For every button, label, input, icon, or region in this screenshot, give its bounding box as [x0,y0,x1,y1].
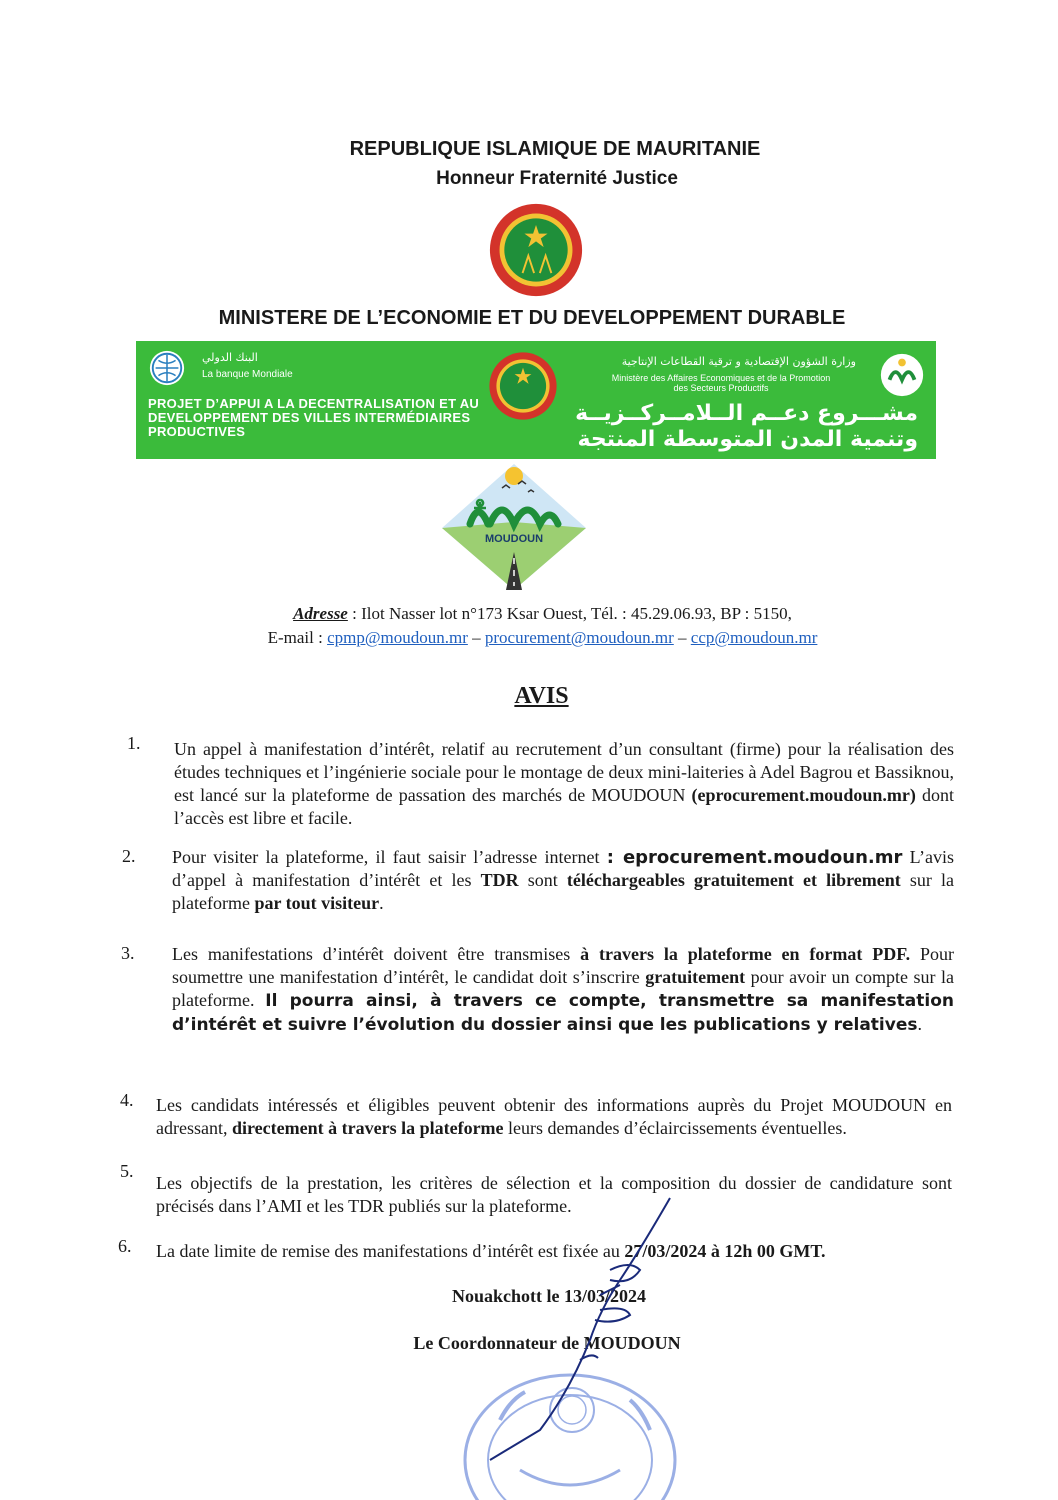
email-line [0,626,1058,650]
item-bold: par tout visiteur [254,893,380,913]
item-text: Un appel à manifestation d’intérêt, relatif au recrutement d’un consultant (firme) pour la réalisation des études techniques et l’ingénierie sociale pour le montage de deux mini-laiteries à Adel Bagrou et Bassiknou, est lancé sur la plateforme de passation des marchés de MOUDOUN [174,739,954,805]
address-text: : Ilot Nasser lot n°173 Ksar Ouest, Tél. : 45.29.06.93, BP : 5150, [347,604,792,623]
item-paragraph-3 [172,943,954,1037]
item-text: L’avis d’appel à manifestation d’intérêt et les [172,847,954,890]
item-paragraph-4 [156,1094,952,1140]
motto: Honneur Fraternité Justice [436,168,678,189]
project-banner [136,341,936,459]
address-block [0,602,1058,650]
item-bold: à travers la plateforme en format PDF. [580,944,911,964]
email-separator: – [673,628,691,647]
item-text: Pour visiter la plateforme, il faut saisir l’adresse internet [172,847,607,867]
moudoun-mini-logo-icon [878,351,926,399]
email-link-cpmp[interactable]: cpmp@moudoun.mr [327,628,468,647]
item-number: 2. [122,846,136,866]
national-seal-icon [488,202,584,298]
item-text: dont l’accès est libre et facile. [174,785,954,828]
notice-title: AVIS [514,683,569,709]
project-name-arabic: مشـــروع دعــم الــلامــركــزيــة وتنمية المدن المتوسطة المنتجة [575,401,918,452]
project-name-french: PROJET D’APPUI A LA DECENTRALISATION ET AU DEVELOPPEMENT DES VILLES INTERMÉDIAIRES PRODUCTIVES [148,396,480,439]
item-text: Les candidats intéressés et éligibles peuvent obtenir des informations auprès du Projet MOUDOUN en adressant, [156,1095,952,1138]
address-line [0,602,1058,626]
item-paragraph-1 [174,738,954,830]
email-link-ccp[interactable]: ccp@moudoun.mr [690,628,818,647]
item-text: Les manifestations d’intérêt doivent être transmises [172,944,581,964]
address-label: Adresse [293,604,348,623]
moudoun-logo-icon [440,462,588,592]
signature-icon [470,1190,690,1470]
world-bank-logo-icon [148,349,186,387]
moudoun-logo-text: MOUDOUN [484,533,544,545]
item-bold: TDR [480,870,519,890]
signatory: Le Coordonnateur de MOUDOUN [413,1333,681,1353]
platform-url: (eprocurement.moudoun.mr) [691,785,916,805]
world-bank-arabic: البنك الدولي [202,351,258,364]
world-bank-french: La banque Mondiale [202,369,293,380]
item-text: leurs demandes d’éclaircissements éventuelles. [503,1118,847,1138]
item-number: 4. [120,1090,134,1110]
item-text: sont [518,870,567,890]
email-label: E-mail : [267,628,328,647]
ministry-arabic: وزارة الشؤون الإقتصادية و ترقية القطاعات الإنتاجية [621,355,856,368]
item-text: pour avoir un compte sur la plateforme. [172,967,954,1010]
item-paragraph-2 [172,846,954,915]
item-text: Les objectifs de la prestation, les critères de sélection et la composition du dossier de candidature sont précisés dans l’AMI et les TDR publiés sur la plateforme. [156,1173,952,1216]
item-text: Pour soumettre une manifestation d’intérêt, le candidat doit s’inscrire [172,944,955,987]
republic-heading: REPUBLIQUE ISLAMIQUE DE MAURITANIE [349,138,761,160]
deadline: 27/03/2024 à 12h 00 GMT. [624,1241,826,1261]
date-city: Nouakchott le 13/03/2024 [451,1286,646,1306]
item-text: La date limite de remise des manifestations d’intérêt est fixée au [156,1241,625,1261]
item-bold: directement à travers la plateforme [231,1118,504,1138]
item-number: 1. [127,733,141,753]
email-link-procurement[interactable]: procurement@moudoun.mr [484,628,674,647]
item-number: 3. [121,943,135,963]
item-number: 6. [118,1236,132,1256]
ministry-heading: MINISTERE DE L’ECONOMIE ET DU DEVELOPPEMENT DURABLE [218,307,846,329]
email-separator: – [467,628,485,647]
item-number: 5. [120,1161,134,1181]
item-text: . [379,893,384,913]
item-bold: Il pourra ainsi, à travers ce compte, transmettre sa manifestation d’intérêt et suivre l’évolution du dossier ainsi que les publications y relatives [172,991,954,1035]
item-bold: gratuitement [645,967,746,987]
item-text: sur la plateforme [172,870,955,913]
item-text: . [917,1014,922,1034]
item-bold: téléchargeables gratuitement et librement [566,870,901,890]
ministry-french: Ministère des Affaires Economiques et de la Promotion des Secteurs Productifs [611,373,831,393]
platform-url: : eprocurement.moudoun.mr [606,847,903,868]
